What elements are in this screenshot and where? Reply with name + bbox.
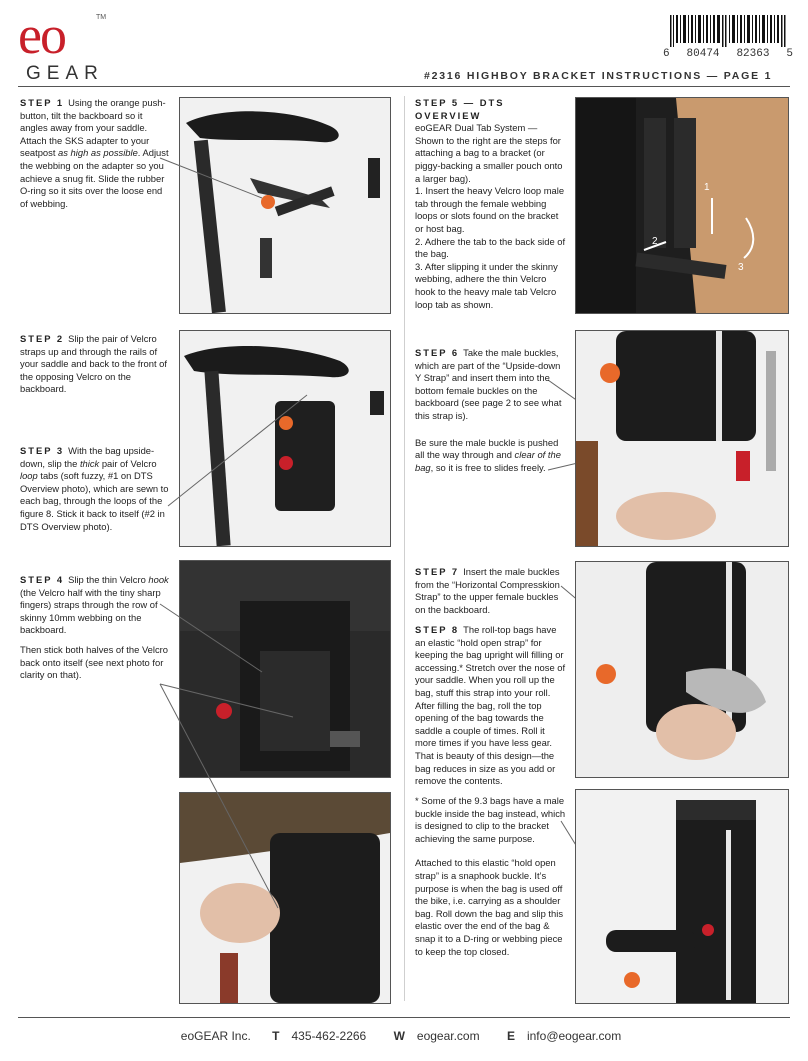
step-8-body: The roll-top bags have an elastic “hold open strap” for keeping the bag upright will filling or accessing.* Stretch over the nose of your saddle. When you roll up the bag, stuff this strap into your roll. After filling the bag, roll the top opening of the bag towards the saddle a couple of times. Roll it more times if you have less gear. That is beauty of this design—the bag reduces in size as you add or remove the contents. bbox=[415, 624, 566, 787]
footer-website: eogear.com bbox=[416, 1029, 480, 1043]
dts-number-3: 3 bbox=[738, 262, 744, 273]
web-key: W bbox=[393, 1029, 405, 1043]
photo-step-8-note bbox=[575, 789, 789, 1004]
dts-number-1: 1 bbox=[704, 182, 710, 193]
document-title: #2316 HIGHBOY BRACKET INSTRUCTIONS — PAGE 1 bbox=[424, 70, 773, 82]
step-1-body: Using the orange push-button, tilt the backboard so it angles away from your saddle. Attach the SKS adapter to your seatpost bbox=[20, 97, 166, 159]
phone-key: T bbox=[272, 1029, 280, 1043]
bag-note-a: * Some of the 9.3 bags have a male buckle inside the bag instead, which is designed to clip to the bracket achieving the same purpose. bbox=[415, 795, 566, 844]
step-3-text bbox=[20, 445, 170, 533]
step-8-text bbox=[415, 624, 567, 788]
step-4-emphasis: hook bbox=[148, 574, 169, 585]
step-3-emphasis-loop: loop bbox=[20, 470, 38, 482]
barcode-digit: 80474 bbox=[686, 48, 720, 60]
photo-step-6 bbox=[575, 330, 789, 547]
step-6-text bbox=[415, 347, 567, 474]
step-5-item-1: 1. Insert the heavy Velcro loop male tab through the female webbing loops or slots found on the bracket or host bag. bbox=[415, 185, 565, 234]
step-3-body-end: tabs (soft fuzzy, #1 on DTS Overview photo), which are sewn to each bag, through the loops of the figure 8. Stick it back to itself (#2 in DTS Overview photo). bbox=[20, 470, 169, 532]
step-1-body-cont: . Adjust the webbing on the adapter so you achieve a snug fit. Slide the rubber O-ring so it sits over the loose end of webbing. bbox=[20, 147, 169, 209]
step-1-text bbox=[20, 97, 170, 210]
barcode-number bbox=[663, 48, 793, 60]
step-3-body-cont: pair of Velcro bbox=[99, 457, 157, 469]
step-2-label: STEP 2 bbox=[20, 333, 65, 344]
step-4-label: STEP 4 bbox=[20, 574, 65, 585]
step-8-label: STEP 8 bbox=[415, 624, 460, 635]
step-2-body: Slip the pair of Velcro straps up and through the rails of your saddle and back to the front of the opposing Velcro on the backboard. bbox=[20, 333, 167, 395]
step-6-note: Be sure the male buckle is pushed all the way through and bbox=[415, 436, 559, 461]
step-6-label: STEP 6 bbox=[415, 347, 460, 358]
step-5-intro: eoGEAR Dual Tab System — Shown to the right are the steps for attaching a bag to a bracket (or piggy-backing a smaller pouch onto a larger bag). bbox=[415, 122, 563, 184]
step-4-body-cont: (the Velcro half with the tiny sharp fingers) straps through the row of skinny 10mm webbing on the backboard. bbox=[20, 586, 161, 636]
photo-step-4-b bbox=[179, 792, 391, 1004]
step-4-followup: Then stick both halves of the Velcro back onto itself (see next photo for clarity on that). bbox=[20, 643, 168, 681]
step-5-label: STEP 5 — DTS OVERVIEW bbox=[415, 97, 505, 121]
barcode-digit: 5 bbox=[786, 48, 793, 60]
footer-divider bbox=[18, 1017, 790, 1018]
step-6-note-emphasis: clear of the bag bbox=[415, 449, 561, 473]
brand-logo-gear: GEAR bbox=[26, 63, 104, 84]
photo-step-1 bbox=[179, 97, 391, 314]
footer-contact bbox=[0, 1029, 808, 1043]
trademark-mark: TM bbox=[96, 14, 107, 21]
step-6-body: Take the male buckles, which are part of the “Upside-down Y Strap” and insert them into the bottom female buckles on the backboard (see page 2 to see what this strap is). bbox=[415, 347, 562, 421]
header-divider bbox=[18, 86, 790, 87]
footer-phone: 435-462-2266 bbox=[291, 1029, 367, 1043]
step-3-label: STEP 3 bbox=[20, 445, 65, 456]
step-7-label: STEP 7 bbox=[415, 566, 460, 577]
barcode-image bbox=[670, 15, 786, 47]
step-7-body: Insert the male buckles from the “Horizontal Compresskion Strap” to the upper female buckles on the backboard. bbox=[415, 566, 560, 615]
step-3-emphasis-thick: thick bbox=[79, 457, 100, 469]
barcode-digit: 82363 bbox=[736, 48, 770, 60]
brand-logo-eo: eo bbox=[18, 5, 65, 65]
barcode-digit: 6 bbox=[663, 48, 670, 60]
bag-note-text bbox=[415, 795, 567, 958]
photo-step-5-dts bbox=[575, 97, 789, 314]
step-5-text bbox=[415, 97, 567, 311]
step-1-emphasis: as high as possible bbox=[58, 147, 138, 159]
step-6-note-end: , so it is free to slides freely. bbox=[430, 461, 546, 473]
photo-step-2-3 bbox=[179, 330, 391, 547]
photo-step-7-8 bbox=[575, 561, 789, 778]
dts-number-2: 2 bbox=[652, 236, 658, 247]
step-7-text bbox=[415, 566, 567, 616]
step-4-body: Slip the thin Velcro bbox=[68, 574, 149, 585]
step-5-item-3: 3. After slipping it under the skinny webbing, adhere the thin Velcro hook to the heavy male tab Velcro loop tab as shown. bbox=[415, 260, 558, 310]
column-divider bbox=[404, 96, 405, 1001]
bag-note-b: Attached to this elastic “hold open strap” is a snaphook buckle. It’s purpose is when the bag is used off the bike, i.e. carrying as a shoulder bag. Roll down the bag and slip this elastic over the end of the bag & snap it to a D-ring or webbing piece to keep the top closed. bbox=[415, 857, 564, 957]
footer-email: info@eogear.com bbox=[526, 1029, 622, 1043]
photo-step-4-a bbox=[179, 560, 391, 778]
step-2-text bbox=[20, 333, 170, 396]
email-key: E bbox=[506, 1029, 515, 1043]
footer-company: eoGEAR Inc. bbox=[180, 1029, 251, 1043]
step-1-label: STEP 1 bbox=[20, 97, 65, 108]
step-3-body: With the bag upside-down, slip the bbox=[20, 445, 155, 469]
step-5-item-2: 2. Adhere the tab to the back side of the bag. bbox=[415, 235, 566, 260]
step-4-text bbox=[20, 574, 170, 682]
